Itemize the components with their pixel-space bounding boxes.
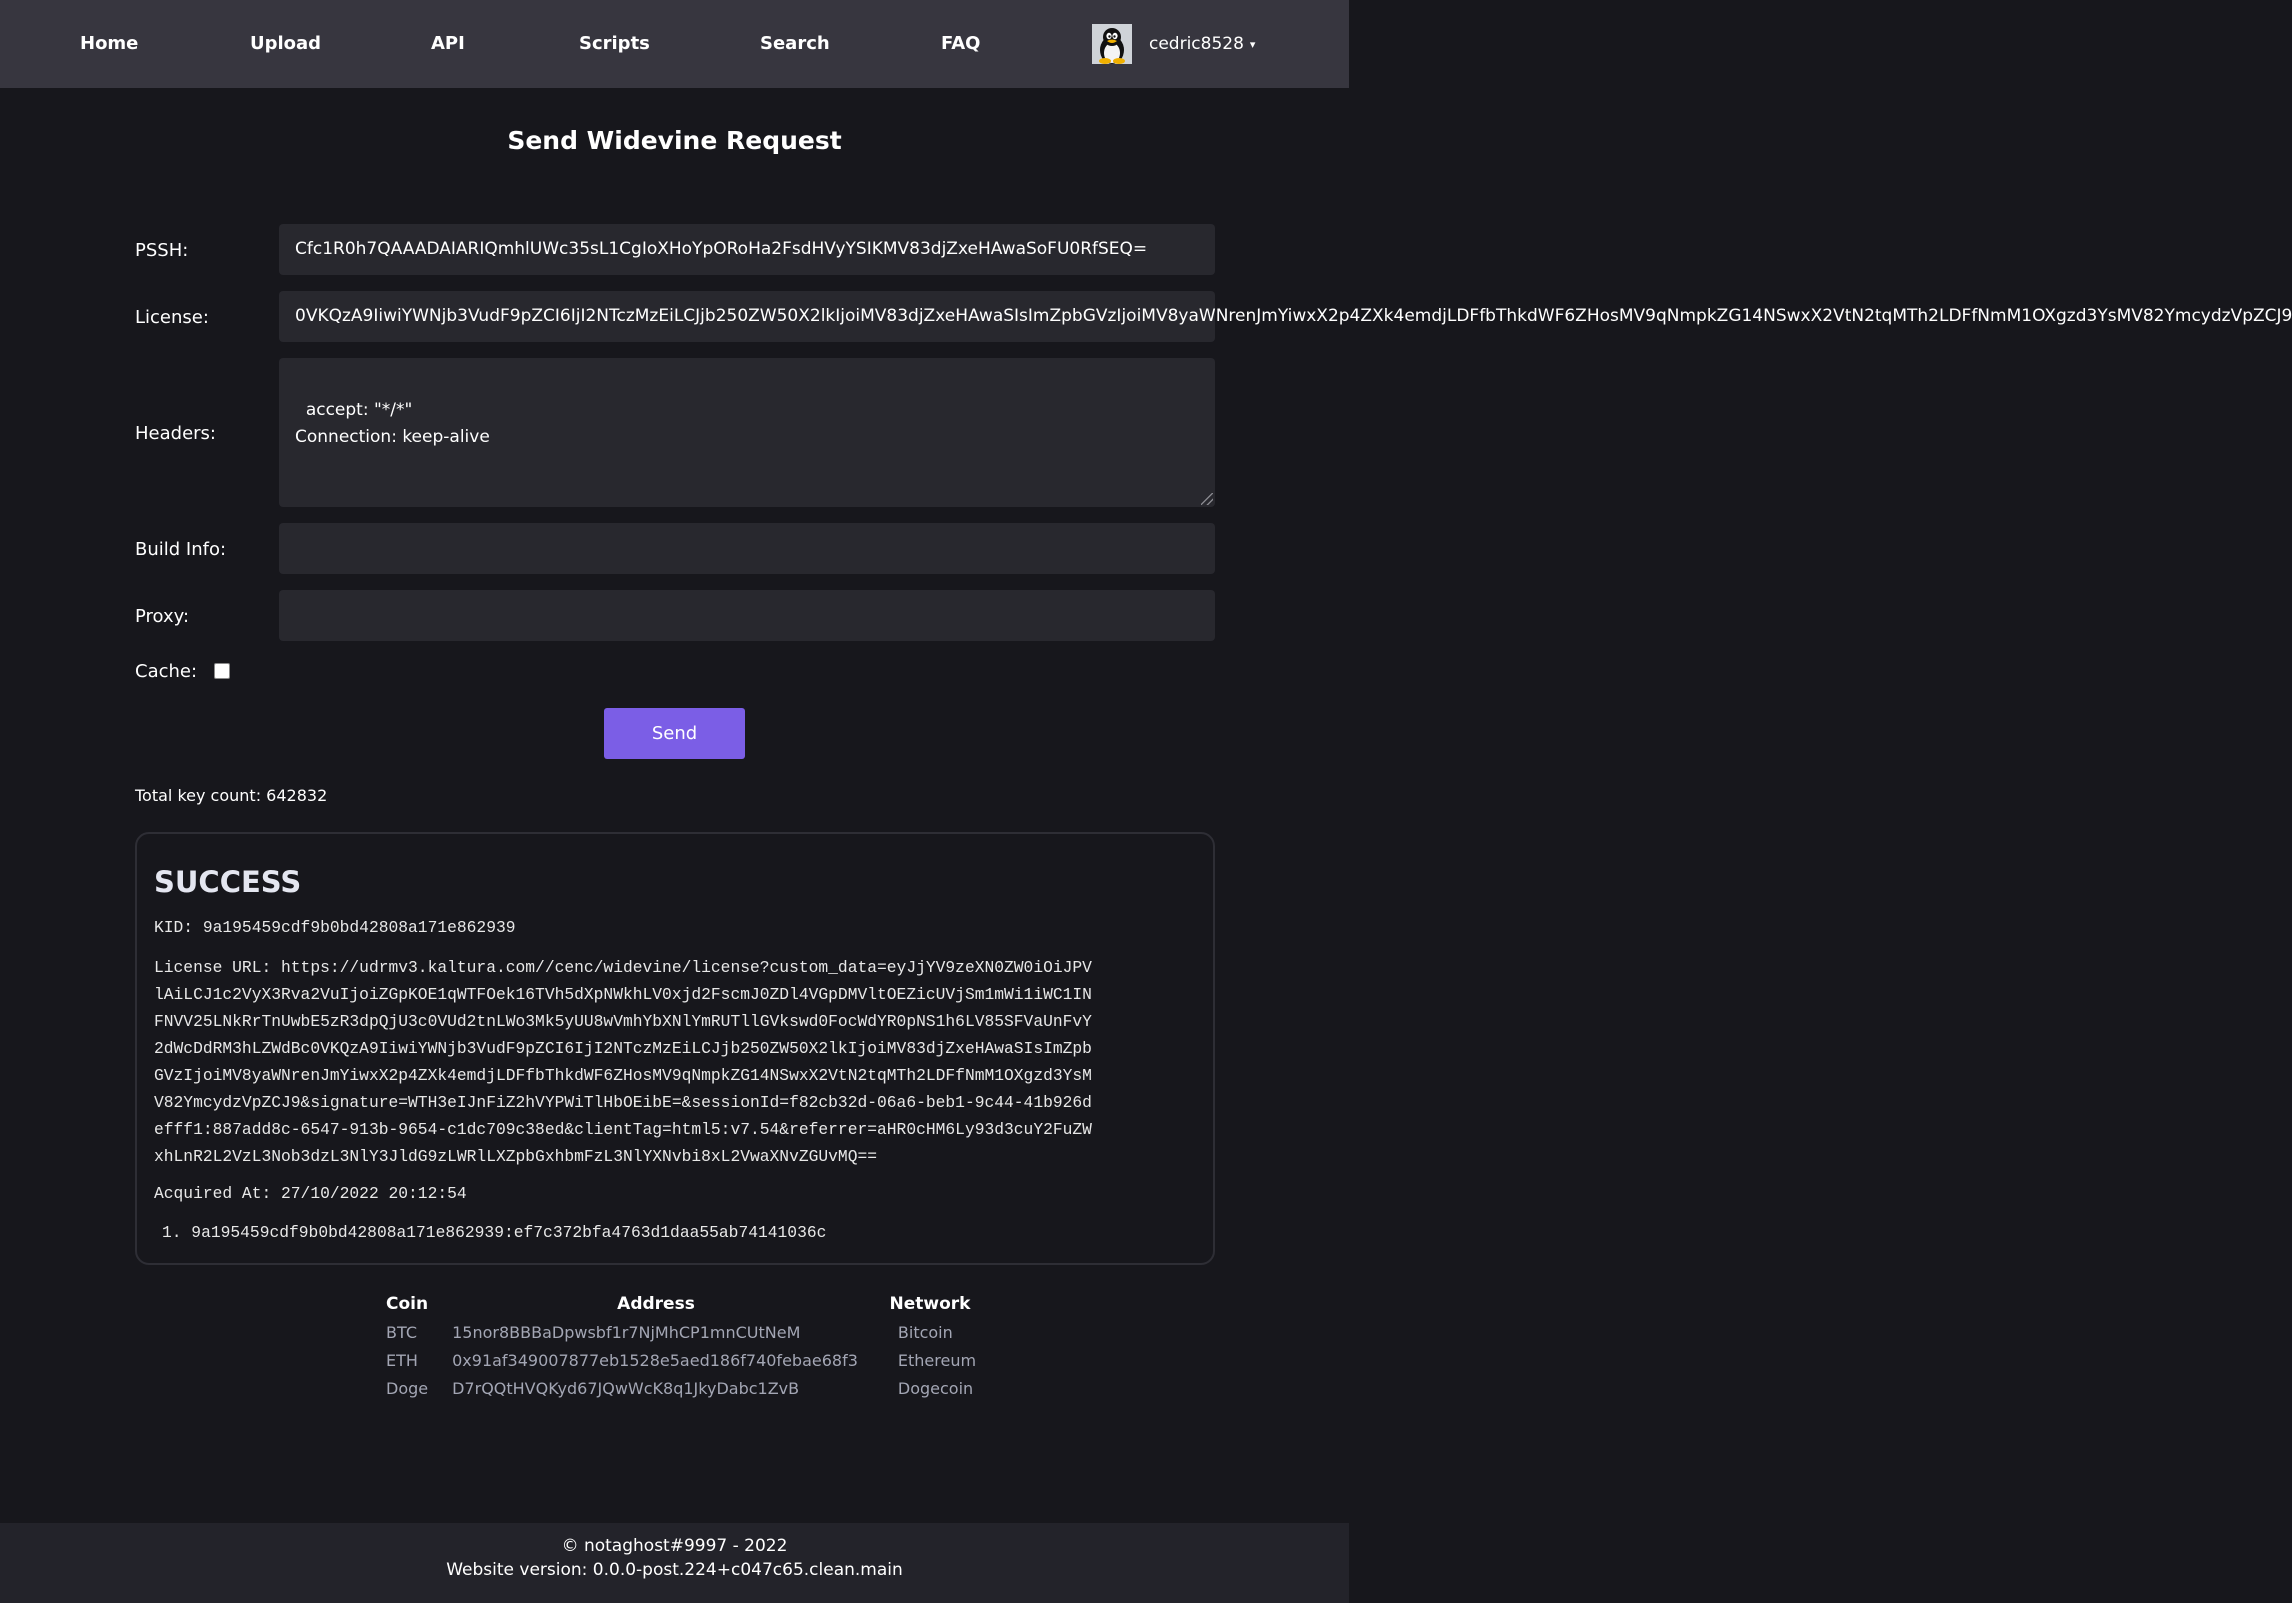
nav-faq-link[interactable]: FAQ: [941, 33, 981, 54]
address-cell: 15nor8BBBaDpwsbf1r7NjMhCP1mnCUtNeM: [452, 1322, 801, 1342]
network-cell: Ethereum: [897, 1350, 977, 1370]
send-button[interactable]: Send: [604, 708, 745, 759]
footer-copyright: © notaghost#9997 - 2022: [561, 1536, 788, 1556]
table-row: [380, 1374, 982, 1402]
nav-upload-link[interactable]: Upload: [250, 33, 322, 54]
cache-checkbox[interactable]: [214, 663, 230, 679]
nav-home-link[interactable]: Home: [80, 33, 139, 54]
result-panel: [135, 832, 1215, 1265]
result-acquired-at: Acquired At: 27/10/2022 20:12:54: [154, 1184, 467, 1203]
caret-down-icon: ▾: [1249, 37, 1256, 51]
coin-cell: Doge: [386, 1378, 429, 1398]
top-navbar: [0, 0, 1349, 88]
pssh-input[interactable]: [279, 224, 1215, 275]
key-list: [162, 1223, 826, 1242]
license-label: License:: [135, 307, 209, 328]
address-cell: 0x91af349007877eb1528e5aed186f740febae68f3: [452, 1350, 858, 1370]
pssh-label: PSSH:: [135, 240, 189, 261]
footer: [0, 1523, 1349, 1603]
total-key-count: Total key count: 642832: [135, 786, 328, 805]
proxy-label: Proxy:: [135, 606, 190, 627]
table-row: [380, 1318, 982, 1346]
address-cell: D7rQQtHVQKyd67JQwWcK8q1JkyDabc1ZvB: [452, 1378, 800, 1398]
build-info-input[interactable]: [279, 523, 1215, 574]
nav-scripts-link[interactable]: Scripts: [579, 33, 650, 54]
tux-penguin-icon: [1092, 24, 1132, 64]
cache-label: Cache:: [135, 661, 198, 682]
nav-api-link[interactable]: API: [431, 33, 465, 54]
username: cedric8528: [1149, 34, 1244, 54]
headers-label: Headers:: [135, 423, 216, 444]
nav-search-link[interactable]: Search: [760, 33, 830, 54]
result-license-url: License URL: https://udrmv3.kaltura.com//cenc/widevine/license?custom_data=eyJjYV9zeXN0ZW0iOiJPV lAiLCJ1c2VyX3Rva2VuIjoiZGpKOE1qWTFOek16TVh5dXpNWkhLV0xjd2FscmJ0ZDl4VGpDMVltOEZicUVjSm1mWi1iWC1IN FNVV25LNkRrTnUwbE5zR3dpQjU3c0VUd2tnLWo3Mk5yUU8wVmhYbXNlYmRUTllGVkswd0FocWdYR0pNS1h6LV85SFVaUnFvY 2dWcDdRM3hLZWdBc0VKQzA9IiwiYWNjb3VudF9pZCI6IjI2NTczMzEiLCJjb250ZW50X2lkIjoiMV83djZxeHAwaSIsImZpb GVzIjoiMV8yaWNrenJmYiwxX2p4ZXk4emdjLDFfbThkdWF6ZHosMV9qNmpkZG14NSwxX2VtN2tqMTh2LDFfNmM1OXgzd3YsM V82YmcydzVpZCJ9&signature=WTH3eIJnFiZ2hVYPWiTlHbOEibE=&sessionId=f82cb32d-06a6-beb1-9c44-41b926d efff1:887add8c-6547-913b-9654-c1dc709c38ed&clientTag=html5:v7.54&referrer=aHR0cHM6Ly93d3cuY2FuZW xhLnR2L2VzL3Nob3dzL3NlY3JldG9zLWRlLXZpbGxhbmFzL3NlYXNvbi8xL2VwaXNvZGUvMQ==: [154, 958, 1092, 1166]
coin-cell: ETH: [386, 1350, 418, 1370]
proxy-input[interactable]: [279, 590, 1215, 641]
footer-version: Website version: 0.0.0-post.224+c047c65.clean.main: [446, 1560, 903, 1580]
user-menu[interactable]: [1092, 22, 1255, 66]
table-row: [380, 1346, 982, 1374]
page-title: Send Widevine Request: [507, 126, 842, 155]
resize-handle-icon[interactable]: [1201, 493, 1213, 505]
coin-cell: BTC: [386, 1322, 417, 1342]
address-column-header: Address: [617, 1294, 695, 1314]
network-column-header: Network: [889, 1294, 971, 1314]
donation-table: [380, 1290, 982, 1402]
avatar: [1092, 24, 1132, 64]
key-list-item: 1. 9a195459cdf9b0bd42808a171e862939:ef7c372bfa4763d1daa55ab74141036c: [162, 1223, 827, 1242]
result-status: SUCCESS: [154, 865, 302, 899]
headers-textarea[interactable]: [279, 358, 1215, 507]
network-cell: Bitcoin: [897, 1322, 953, 1342]
license-input[interactable]: 0VKQzA9IiwiYWNjb3VudF9pZCI6IjI2NTczMzEiLCJjb250ZW50X2lkIjoiMV83djZxeHAwaSIsImZpbGVzIjoiMV8yaWNrenJmYiwxX2p4ZXk4emdjLDFfbThkdWF6ZHosMV9qNmpkZG14NSwxX2VtN2tqMTh2LDFfNmM1OXgzd3YsMV82YmcydzVpZCJ9: [279, 291, 1215, 342]
headers-textarea-value: accept: "*/*" Connection: keep-alive: [295, 400, 490, 447]
result-kid: KID: 9a195459cdf9b0bd42808a171e862939: [154, 918, 516, 937]
network-cell: Dogecoin: [897, 1378, 974, 1398]
build-info-label: Build Info:: [135, 539, 227, 560]
pssh-input-value: Cfc1R0h7QAAADAIARIQmhlUWc35sL1CgIoXHoYpORoHa2FsdHVyYSIKMV83djZxeHAwaSoFU0RfSEQ=: [295, 239, 1148, 259]
coin-column-header: Coin: [386, 1294, 429, 1314]
